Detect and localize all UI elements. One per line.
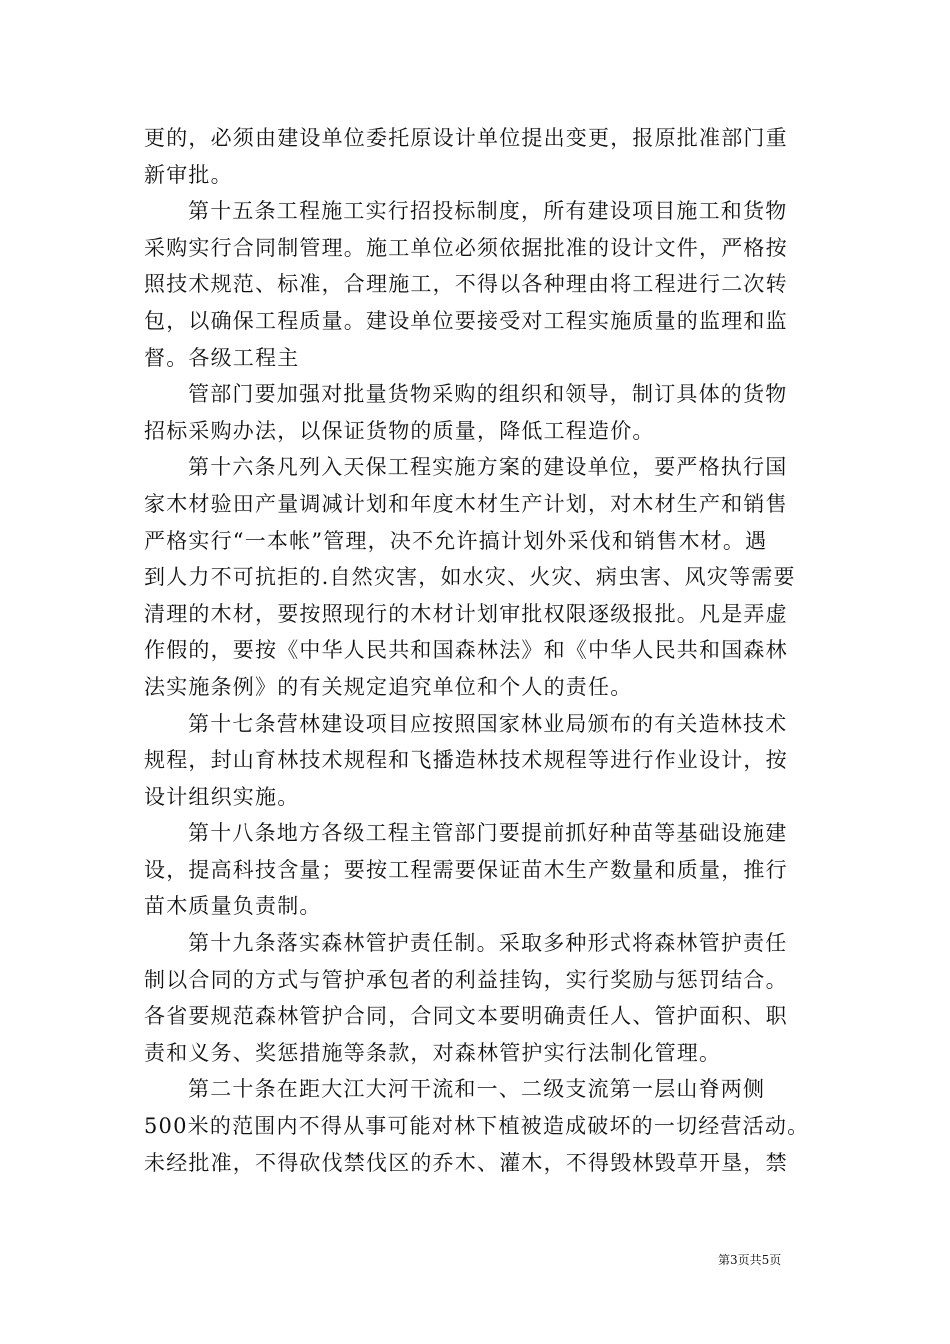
text-line: 到人力不可抗拒的.自然灾害，如水灾、火灾、病虫害、风灾等需要	[144, 565, 796, 590]
text-line: 管部门要加强对批量货物采购的组织和领导，制订具体的货物	[188, 382, 788, 407]
text-line: 法实施条例》的有关规定追究单位和个人的责任。	[144, 674, 633, 699]
text-line: 500米的范围内不得从事可能对林下植被造成破坏的一切经营活动。	[144, 1114, 810, 1139]
text-line: 第十七条营林建设项目应按照国家林业局颁布的有关造林技术	[188, 711, 788, 736]
text-line: 未经批准，不得砍伐禁伐区的乔木、灌木，不得毁林毁草开垦，禁	[144, 1150, 788, 1175]
text-line: 严格实行“一本帐”管理，决不允许搞计划外采伐和销售木材。遇	[144, 528, 768, 553]
text-line: 设，提高科技含量；要按工程需要保证苗木生产数量和质量，推行	[144, 857, 788, 882]
text-line: 第十六条凡列入天保工程实施方案的建设单位，要严格执行国	[188, 455, 788, 480]
text-line: 制以合同的方式与管护承包者的利益挂钩，实行奖励与惩罚结合。	[144, 967, 788, 992]
text-line: 招标采购办法，以保证货物的质量，降低工程造价。	[144, 418, 655, 443]
text-line: 家木材验田产量调减计划和年度木材生产计划，对木材生产和销售	[144, 491, 788, 516]
text-line: 第二十条在距大江大河干流和一、二级支流第一层山脊两侧	[188, 1077, 766, 1102]
text-line: 第十五条工程施工实行招投标制度，所有建设项目施工和货物	[188, 199, 788, 224]
text-line: 清理的木材，要按照现行的木材计划审批权限逐级报批。凡是弄虚	[144, 601, 788, 626]
text-line: 督。各级工程主	[144, 345, 300, 370]
text-line: 包，以确保工程质量。建设单位要接受对工程实施质量的监理和监	[144, 308, 788, 333]
text-line: 作假的，要按《中华人民共和国森林法》和《中华人民共和国森林	[144, 638, 788, 663]
text-line: 新审批。	[144, 162, 233, 187]
text-line: 采购实行合同制管理。施工单位必须依据批准的设计文件，严格按	[144, 235, 788, 260]
text-line: 各省要规范森林管护合同，合同文本要明确责任人、管护面积、职	[144, 1004, 788, 1029]
text-line: 照技术规范、标准，合理施工，不得以各种理由将工程进行二次转	[144, 272, 788, 297]
text-line: 更的，必须由建设单位委托原设计单位提出变更，报原批准部门重	[144, 126, 788, 150]
document-body	[144, 120, 808, 1181]
text-line: 第十九条落实森林管护责任制。采取多种形式将森林管护责任	[188, 931, 788, 956]
text-line: 苗木质量负责制。	[144, 894, 322, 919]
text-line: 责和义务、奖惩措施等条款，对森林管护实行法制化管理。	[144, 1040, 722, 1065]
text-line: 设计组织实施。	[144, 784, 300, 809]
text-line: 规程，封山育林技术规程和飞播造林技术规程等进行作业设计，按	[144, 748, 788, 773]
page-number: 第3页共5页	[718, 1253, 782, 1267]
text-line: 第十八条地方各级工程主管部门要提前抓好种苗等基础设施建	[188, 821, 788, 846]
